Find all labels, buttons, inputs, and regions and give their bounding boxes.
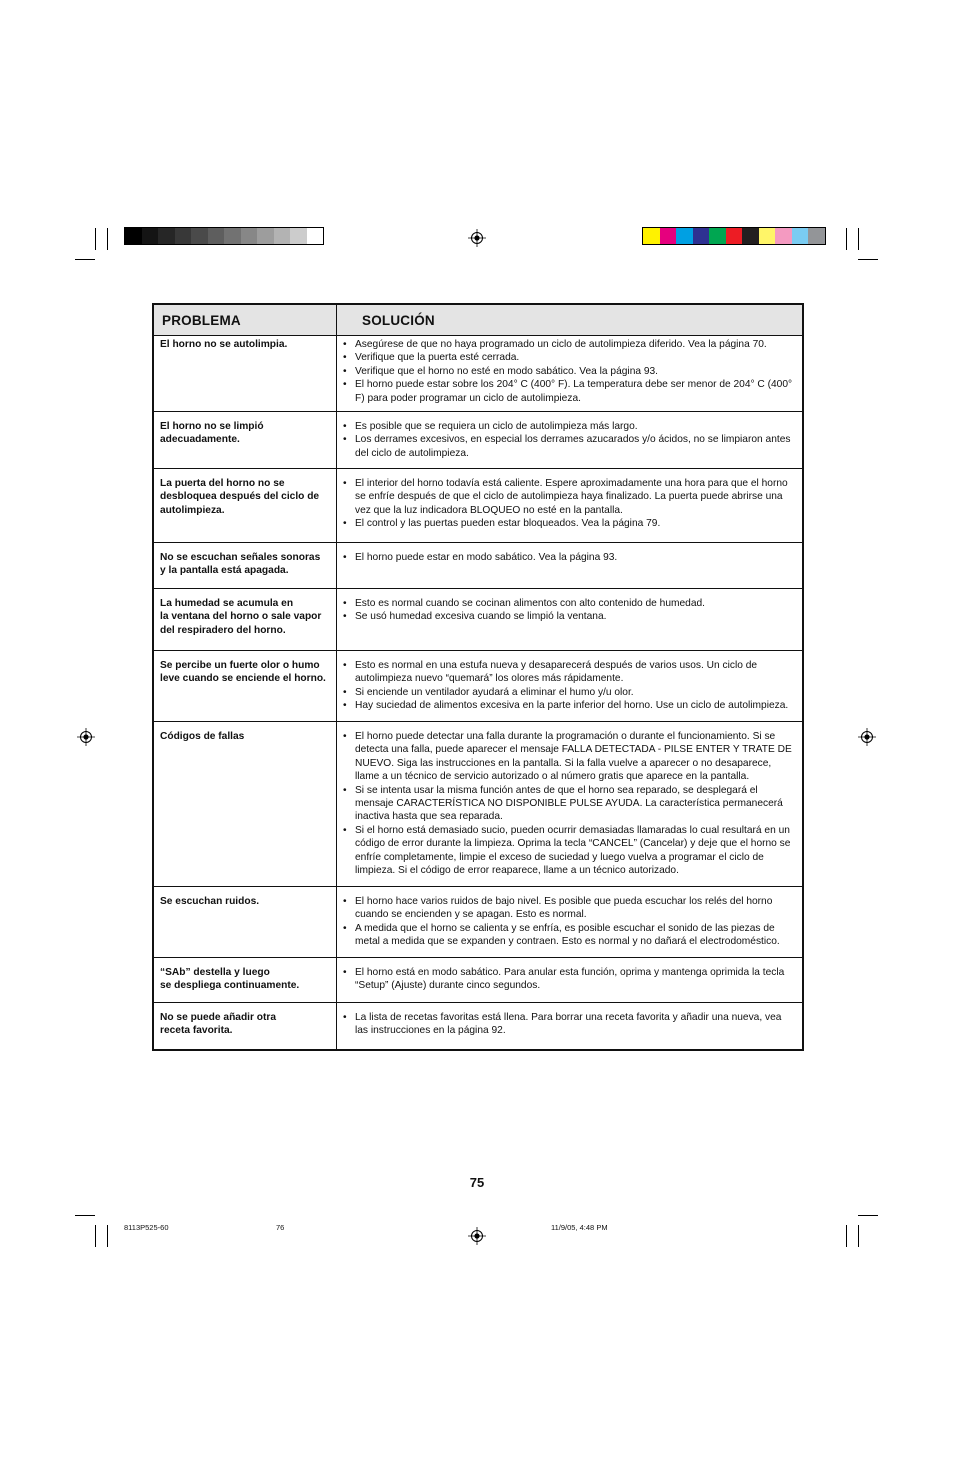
- table-row: [154, 721, 802, 887]
- solution-list: [343, 420, 796, 460]
- color-swatch: [792, 228, 809, 244]
- solution-item: • El horno puede estar en modo sabático. Vea la página 93.: [343, 551, 796, 564]
- table-row: [154, 588, 802, 651]
- troubleshooting-table: [152, 303, 804, 1051]
- table-row: [154, 650, 802, 722]
- footer-sheet: 76: [276, 1223, 285, 1232]
- registration-mark-icon: [468, 229, 486, 247]
- color-swatch: [191, 228, 208, 244]
- color-swatch: [208, 228, 225, 244]
- problem-cell: No se puede añadir otra receta favorita.: [160, 1012, 277, 1037]
- color-swatch: [775, 228, 792, 244]
- problem-cell: La humedad se acumula en la ventana del horno o sale vapor del respiradero del horno.: [160, 598, 322, 636]
- problem-cell: Se percibe un fuerte olor o humo leve cuando se enciende el horno.: [160, 660, 326, 685]
- solution-item: • Si enciende un ventilador ayudará a eliminar el humo y/u olor.: [343, 686, 796, 699]
- solution-item: • El horno está en modo sabático. Para anular esta función, oprima y mantenga oprimida la tecla “Setup” (Ajuste) durante cinco segundos.: [343, 966, 796, 993]
- solution-item: • Los derrames excesivos, en especial los derrames azucarados y/o ácidos, no se limpiaron antes del ciclo de autolimpieza.: [343, 433, 796, 460]
- color-swatch: [224, 228, 241, 244]
- table-row: [154, 335, 802, 411]
- color-swatch: [175, 228, 192, 244]
- color-swatch: [125, 228, 142, 244]
- color-swatch: [742, 228, 759, 244]
- color-swatch: [709, 228, 726, 244]
- solution-item: • A medida que el horno se calienta y se enfría, es posible escuchar el sonido de las piezas de metal a medida que se expanden y contraen. Esto es normal y no dañará el electrodoméstico.: [343, 922, 796, 949]
- solution-list: [343, 659, 796, 713]
- solution-list: [343, 551, 796, 564]
- solution-list: [343, 1011, 796, 1038]
- table-row: [154, 468, 802, 543]
- solution-list: [343, 477, 796, 531]
- problem-cell: No se escuchan señales sonoras y la pantalla está apagada.: [160, 552, 321, 577]
- table-row: [154, 957, 802, 1003]
- color-swatch: [676, 228, 693, 244]
- solution-item: • Si se intenta usar la misma función antes de que el horno sea reparado, se desplegará el mensaje CARACTERÍSTICA NO DISPONIBLE PULSE AYUDA. La característica permanecerá inactiva hasta que sea reparada.: [343, 784, 796, 824]
- color-swatch: [808, 228, 825, 244]
- solution-list: [343, 730, 796, 877]
- color-swatch: [726, 228, 743, 244]
- registration-mark-icon: [858, 728, 876, 746]
- grayscale-bar: [124, 227, 324, 245]
- table-header: [154, 305, 802, 336]
- color-swatch: [660, 228, 677, 244]
- solution-item: • El control y las puertas pueden estar bloqueados. Vea la página 79.: [343, 517, 796, 530]
- solution-item: • Esto es normal cuando se cocinan alimentos con alto contenido de humedad.: [343, 597, 796, 610]
- problem-cell: La puerta del horno no se desbloquea después del ciclo de autolimpieza.: [160, 478, 320, 516]
- color-swatch: [257, 228, 274, 244]
- solution-item: • Asegúrese de que no haya programado un ciclo de autolimpieza diferido. Vea la página 70.: [343, 338, 796, 351]
- solution-item: • El horno puede detectar una falla durante la programación o durante el funcionamiento. Si se detecta una falla, puede aparecer el mensaje FALLA DETECTADA - PILSE ENTER Y TRATE DE NUEVO. Siga las instrucciones en la pantalla. Si la falla vuelve a aparecer o no desaparece, llame a un técnico de servicio autorizado o al número gratis que aparece en la pantalla.: [343, 730, 796, 784]
- solution-list: [343, 966, 796, 993]
- color-swatch: [693, 228, 710, 244]
- registration-mark-icon: [77, 728, 95, 746]
- color-bar: [642, 227, 826, 245]
- color-swatch: [759, 228, 776, 244]
- registration-mark-icon: [468, 1227, 486, 1245]
- problem-cell: “SAb” destella y luego se despliega continuamente.: [160, 967, 300, 992]
- table-row: [154, 411, 802, 469]
- color-swatch: [241, 228, 258, 244]
- problem-cell: El horno no se limpió adecuadamente.: [160, 421, 264, 446]
- color-swatch: [274, 228, 291, 244]
- table-row: [154, 542, 802, 589]
- solution-list: [343, 895, 796, 949]
- problem-cell: Códigos de fallas: [160, 731, 245, 742]
- solution-item: • Esto es normal en una estufa nueva y desaparecerá después de varios usos. Un ciclo de autolimpieza nuevo “quemará” los olores más rápidamente.: [343, 659, 796, 686]
- solution-list: [343, 338, 796, 405]
- solution-item: • Verifique que la puerta esté cerrada.: [343, 351, 796, 364]
- solution-item: • Si el horno está demasiado sucio, pueden ocurrir demasiadas llamaradas lo cual resultará en un código de error durante la limpieza. Oprima la tecla “CANCEL” (Cancelar) y deje que el horno se enfríe completamente, limpie el exceso de suciedad y luego vuelva a programar el ciclo de limpieza. Si el código de error reaparece, llame a un técnico autorizado.: [343, 824, 796, 878]
- color-swatch: [643, 228, 660, 244]
- header-problem: PROBLEMA: [162, 313, 241, 328]
- solution-item: • Verifique que el horno no esté en modo sabático. Vea la página 93.: [343, 365, 796, 378]
- table-row: [154, 886, 802, 958]
- solution-item: • La lista de recetas favoritas está llena. Para borrar una receta favorita y añadir una nueva, vea las instrucciones en la página 92.: [343, 1011, 796, 1038]
- solution-item: • Es posible que se requiera un ciclo de autolimpieza más largo.: [343, 420, 796, 433]
- header-solution: SOLUCIÓN: [362, 313, 435, 328]
- table-row: [154, 1002, 802, 1050]
- solution-list: [343, 597, 796, 624]
- footer-date: 11/9/05, 4:48 PM: [551, 1223, 608, 1232]
- solution-item: • El horno puede estar sobre los 204° C (400° F). La temperatura debe ser menor de 204° C (400° F) para poder programar un ciclo de autolimpieza.: [343, 378, 796, 405]
- solution-item: • El interior del horno todavía está caliente. Espere aproximadamente una hora para que el horno se enfríe después de que el ciclo de autolimpieza haya finalizado. La puerta puede abrirse una vez que la luz indicadora BLOQUEO no esté en la pantalla.: [343, 477, 796, 517]
- page-number: 75: [469, 1175, 485, 1190]
- solution-item: • Se usó humedad excesiva cuando se limpió la ventana.: [343, 610, 796, 623]
- problem-cell: El horno no se autolimpia.: [160, 339, 288, 350]
- color-swatch: [307, 228, 324, 244]
- problem-cell: Se escuchan ruidos.: [160, 896, 260, 907]
- solution-item: • Hay suciedad de alimentos excesiva en la parte inferior del horno. Use un ciclo de autolimpieza.: [343, 699, 796, 712]
- solution-item: • El horno hace varios ruidos de bajo nivel. Es posible que pueda escuchar los relés del horno cuando se encienden y se apagan. Esto es normal.: [343, 895, 796, 922]
- color-swatch: [142, 228, 159, 244]
- color-swatch: [158, 228, 175, 244]
- footer-job: 8113P525-60: [124, 1223, 169, 1232]
- color-swatch: [290, 228, 307, 244]
